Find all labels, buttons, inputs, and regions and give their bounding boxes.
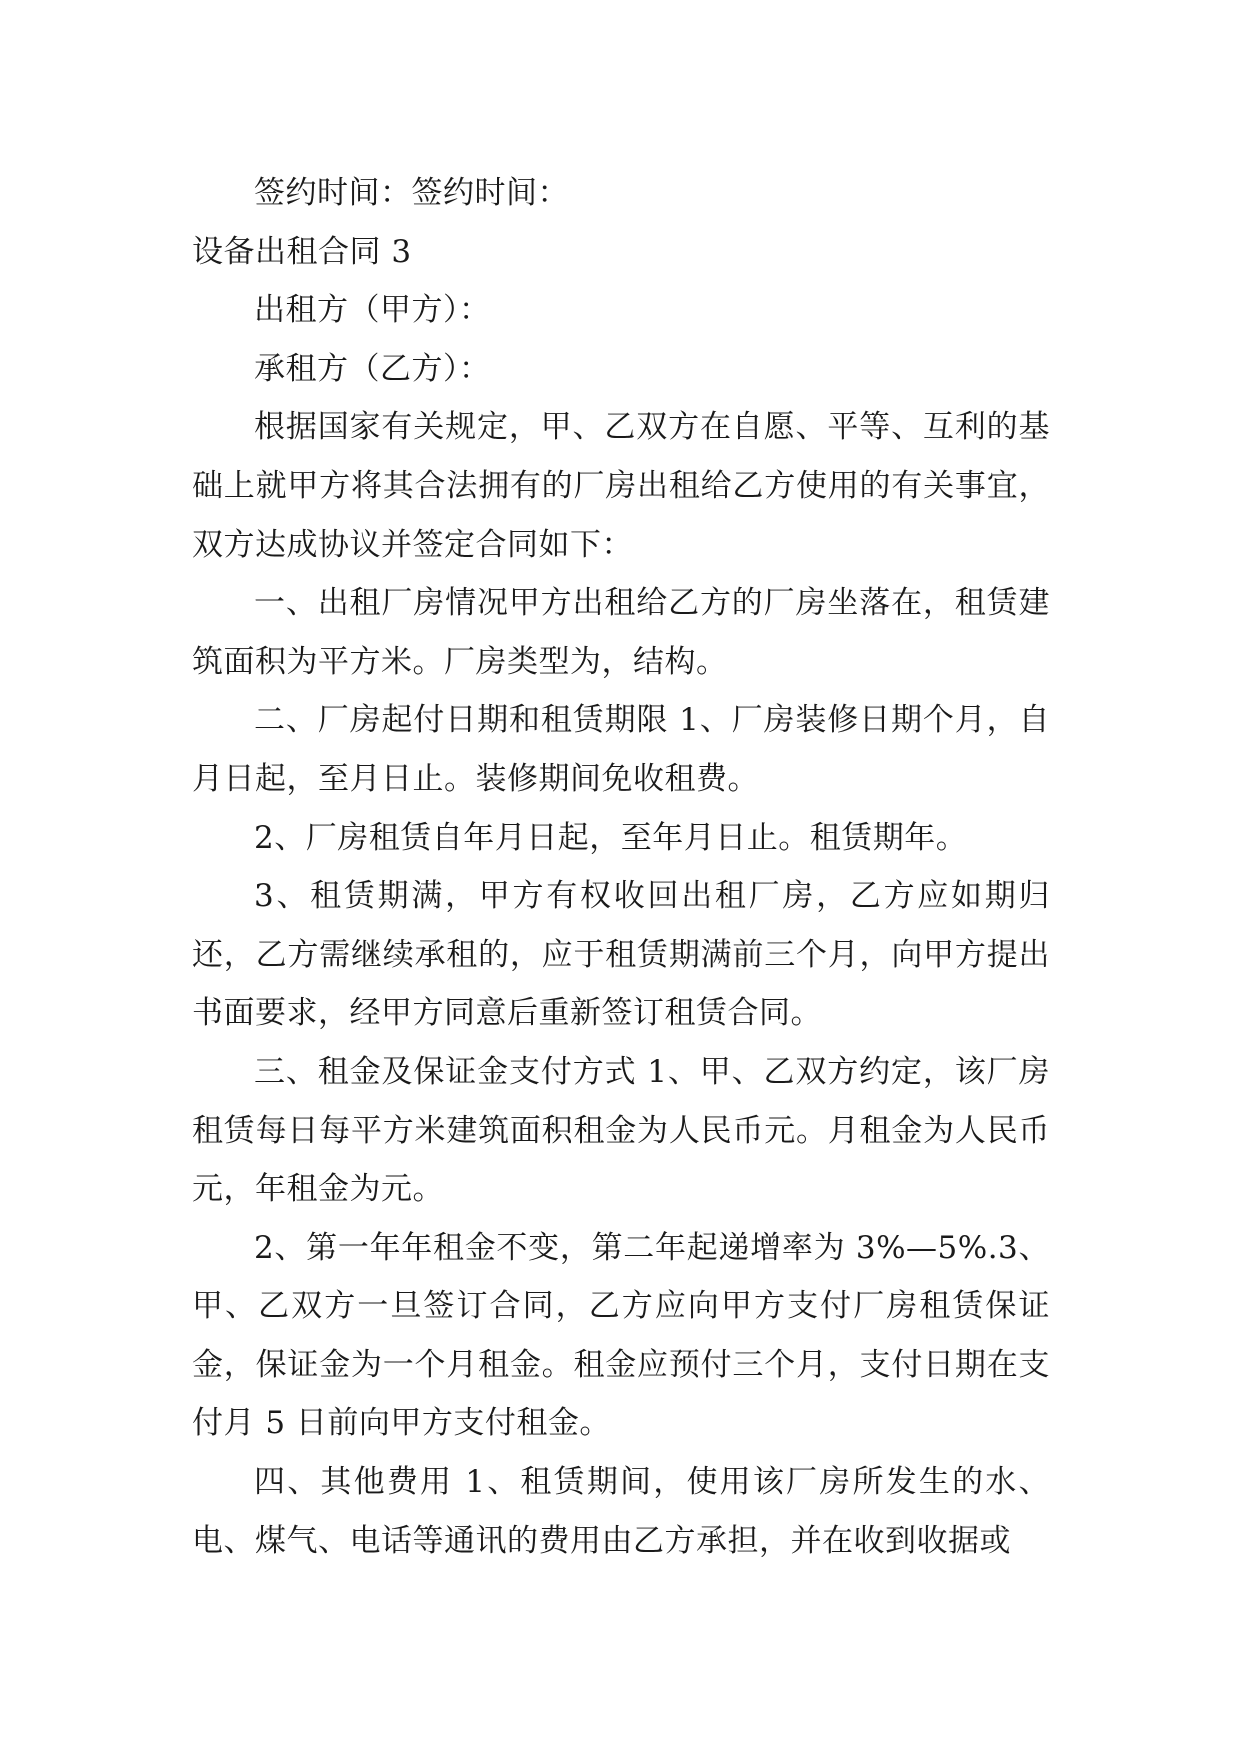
- contract-title: 设备出租合同 3: [192, 233, 412, 270]
- clause-2-3-paragraph: 3、租赁期满，甲方有权收回出租厂房，乙方应如期归还，乙方需继续承租的，应于租赁期满前三个月，向甲方提出书面要求，经甲方同意后重新签订租赁合同。: [192, 878, 1050, 1032]
- clause-1-paragraph: 一、出租厂房情况甲方出租给乙方的厂房坐落在，租赁建筑面积为平方米。厂房类型为，结构。: [192, 585, 1050, 680]
- lessee-line: 承租方（乙方）：: [254, 350, 491, 387]
- clause-3-2-paragraph: 2、第一年年租金不变，第二年起递增率为 3%—5%.3、甲、乙双方一旦签订合同，乙方应向甲方支付厂房租赁保证金，保证金为一个月租金。租金应预付三个月，支付日期在支付月 5 日前向甲方支付租金。: [192, 1229, 1050, 1442]
- lessor-line: 出租方（甲方）：: [254, 292, 491, 329]
- clause-2-2-paragraph: 2、厂房租赁自年月日起，至年月日止。租赁期年。: [254, 819, 968, 856]
- signing-time-line: 签约时间：签约时间：: [254, 175, 569, 211]
- document-body: [192, 164, 1050, 1570]
- clause-4-paragraph: 四、其他费用 1、租赁期间，使用该厂房所发生的水、电、煤气、电话等通讯的费用由乙方承担，并在收到收据或: [192, 1464, 1050, 1559]
- clause-2-paragraph: 二、厂房起付日期和租赁期限 1、厂房装修日期个月，自月日起，至月日止。装修期间免收租费。: [192, 702, 1050, 797]
- clause-3-paragraph: 三、租金及保证金支付方式 1、甲、乙双方约定，该厂房租赁每日每平方米建筑面积租金为人民币元。月租金为人民币元，年租金为元。: [192, 1053, 1050, 1208]
- preamble-paragraph: 根据国家有关规定，甲、乙双方在自愿、平等、互利的基础上就甲方将其合法拥有的厂房出租给乙方使用的有关事宜，双方达成协议并签定合同如下：: [192, 409, 1050, 563]
